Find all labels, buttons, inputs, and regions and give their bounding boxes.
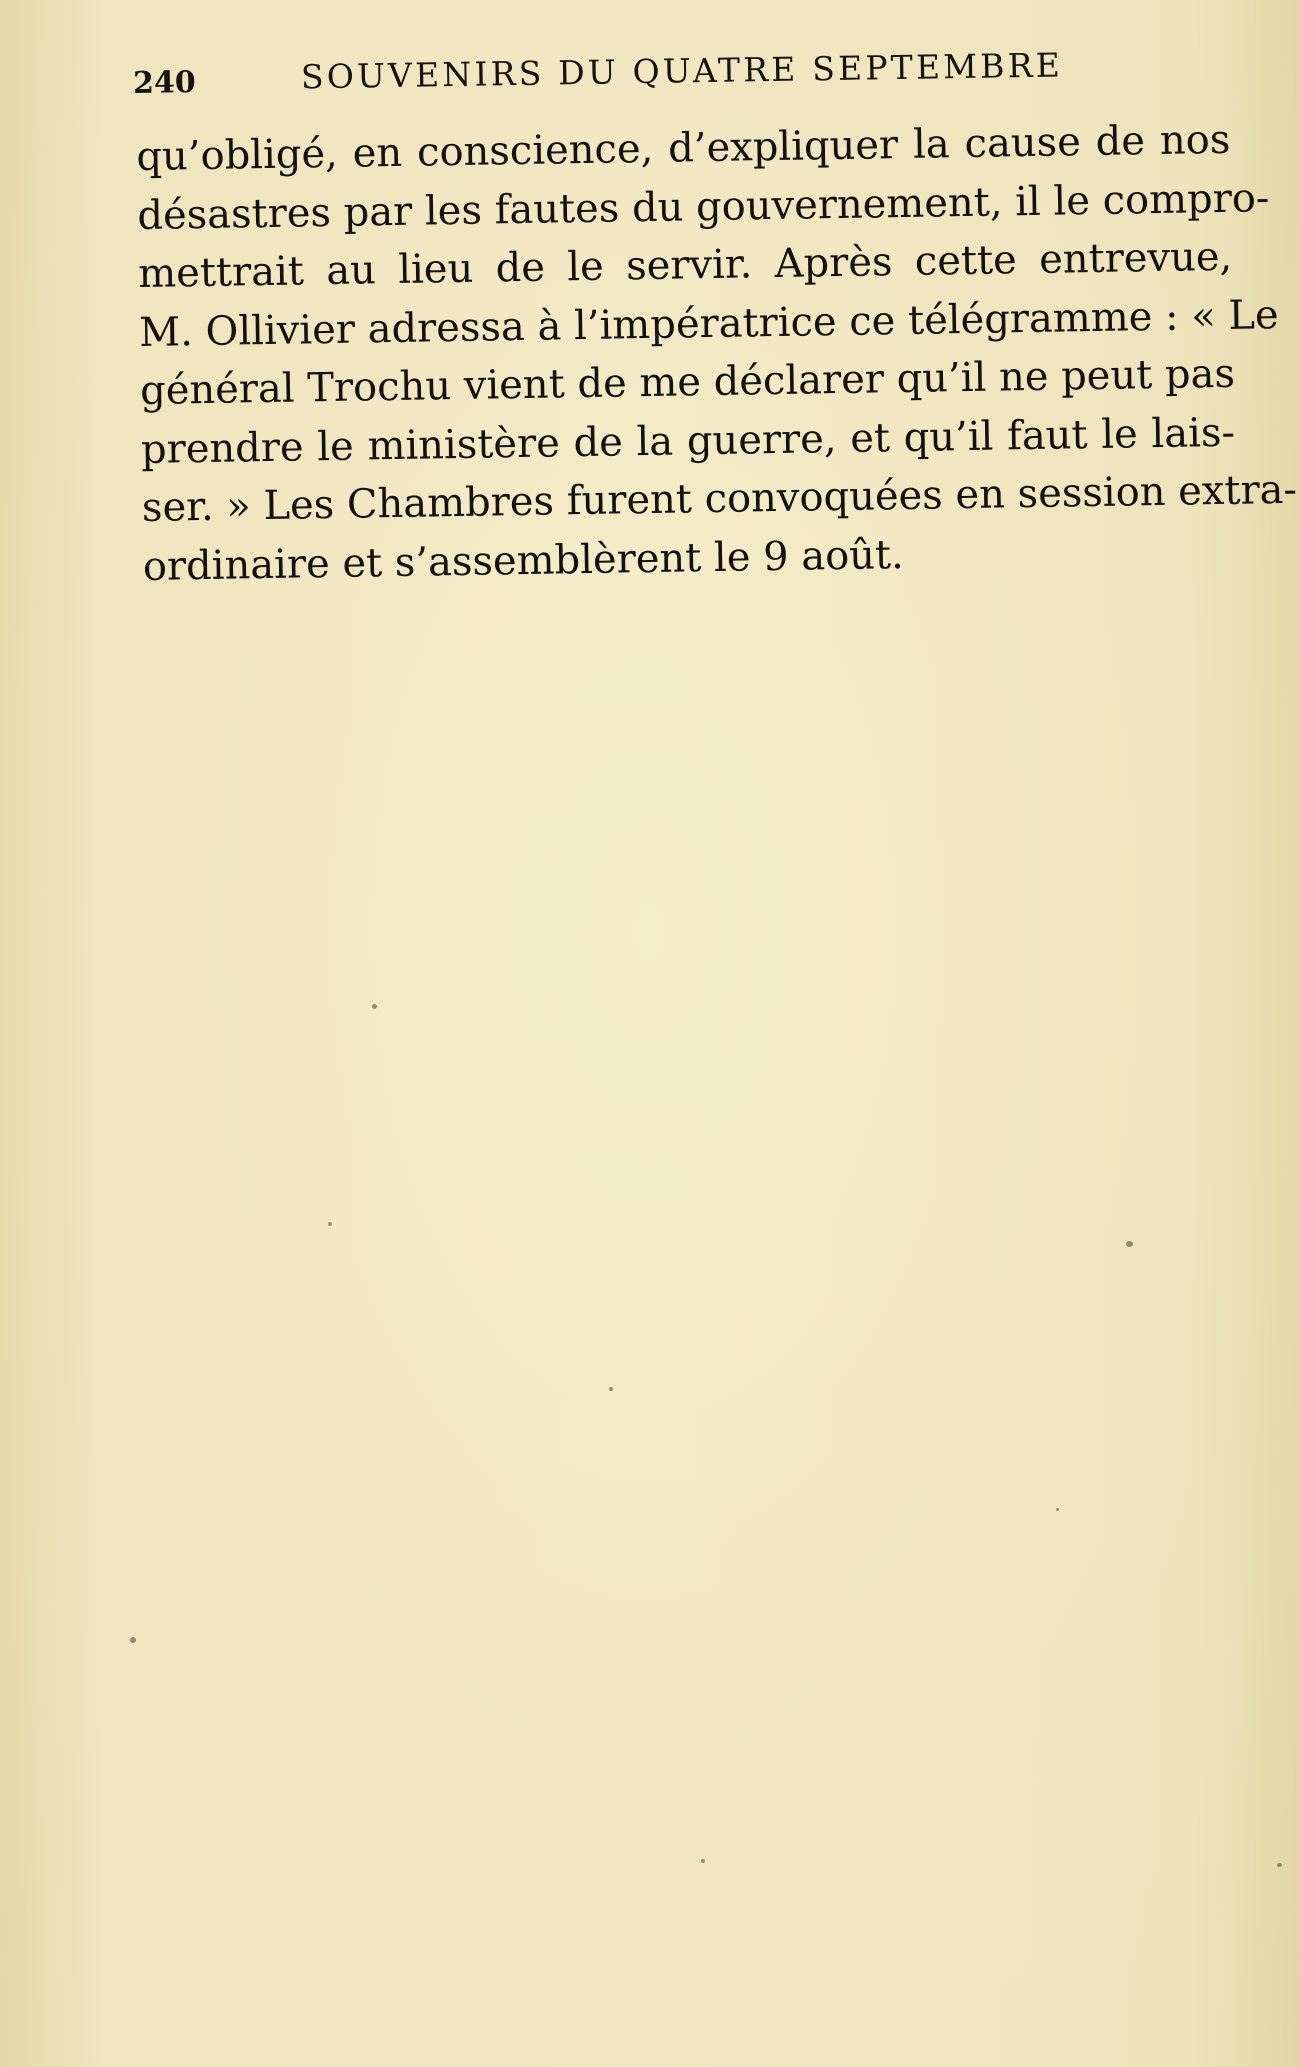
page-number: 240 [132,65,196,101]
text-line: mettrait au lieu de le servir. Après cette entrevue, [137,233,1233,297]
paper-speck [1056,1508,1059,1511]
text-line: général Trochu vient de me déclarer qu’il ne peut pas [139,350,1236,414]
paper-speck [609,1387,613,1391]
paper-speck [130,1637,136,1643]
paper-speck [701,1859,705,1863]
body-paragraph [136,111,1298,596]
text-line: prendre le ministère de la guerre, et qu’il faut le lais- [140,409,1236,473]
running-header [133,37,1064,108]
paper-speck [328,1222,332,1226]
paper-speck [372,1004,377,1009]
running-title: SOUVENIRS DU QUATRE SEPTEMBRE [300,45,1064,97]
text-line: désastres par les fautes du gouvernement, il le compro- [137,174,1270,239]
text-line: ser. » Les Chambres furent convoquées en session extra- [141,466,1298,531]
text-line: ordinaire et s’assemblèrent le 9 août. [142,531,905,590]
paper-speck [1277,1863,1282,1867]
text-line: M. Ollivier adressa à l’impératrice ce télégramme : « Le [138,291,1280,356]
paper-speck [1126,1241,1133,1247]
text-line: qu’obligé, en conscience, d’expliquer la cause de nos [136,116,1231,180]
